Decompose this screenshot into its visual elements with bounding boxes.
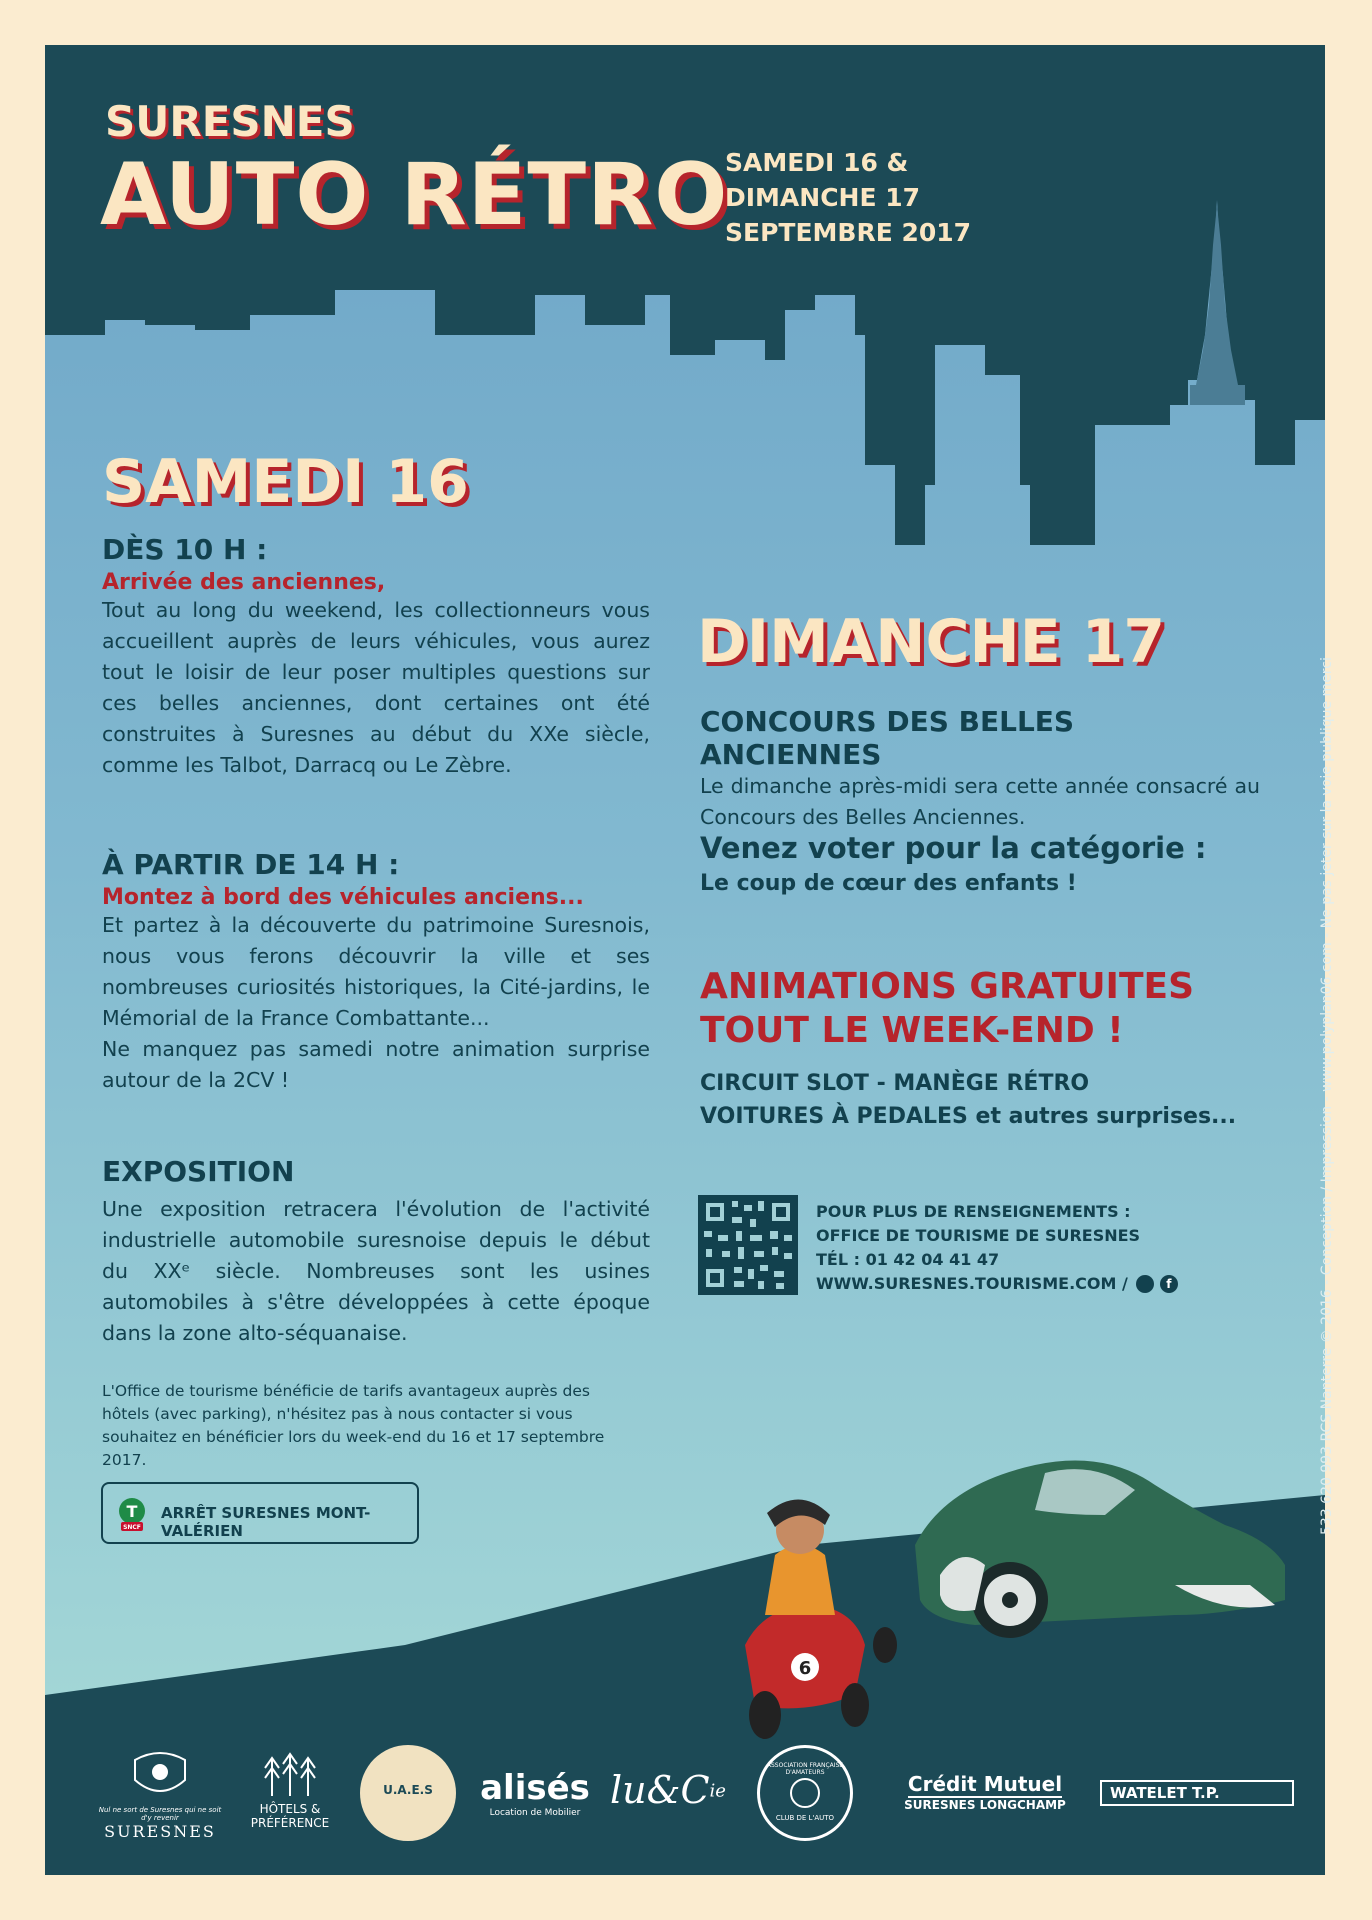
section-heading: EXPOSITION	[102, 1155, 295, 1188]
station-stop-label: ARRÊT SURESNES MONT-VALÉRIEN	[161, 1504, 371, 1540]
activities-line-2: VOITURES À PEDALES et autres surprises...	[700, 1104, 1237, 1129]
watelet-logo	[1100, 1780, 1294, 1806]
activities-line-1: CIRCUIT SLOT - MANÈGE RÉTRO	[700, 1071, 1090, 1096]
club-top-label: ASSOCIATION FRANÇAISE D'AMATEURS	[766, 1762, 844, 1776]
section-text-2: Ne manquez pas samedi notre animation surprise autour de la 2CV !	[102, 1037, 650, 1092]
hotel-note: L'Office de tourisme bénéficie de tarifs avantageux auprès des hôtels (avec parking), n'hésitez pas à nous contacter si vous souhaitez en bénéficier lors du week-end du 16 et 17 septembre 2017.	[102, 1382, 605, 1469]
section-subheading: Arrivée des anciennes,	[102, 570, 386, 595]
hotels-line-2: PRÉFÉRENCE	[250, 1816, 330, 1830]
section-heading: DÈS 10 H :	[102, 533, 268, 566]
credit-mutuel-sub: SURESNES LONGCHAMP	[904, 1798, 1066, 1812]
section-text: Une exposition retracera l'évolution de l'activité industrielle automobile suresnoise depuis le début du XXᵉ siècle. Nombreuses sont les usines automobiles à s'être développées à cette époque dans la zone alto-séquanaise.	[102, 1197, 650, 1345]
sponsor-bar	[85, 1740, 1285, 1850]
section-heading: À PARTIR DE 14 H :	[102, 848, 400, 881]
section-subheading: Montez à bord des véhicules anciens...	[102, 885, 584, 910]
activities-list	[700, 1067, 1260, 1133]
alises-sub: Location de Mobilier	[489, 1808, 581, 1818]
poster	[45, 45, 1335, 1875]
uaes-label: U.A.E.S	[383, 1783, 433, 1797]
section-text: Et partez à la découverte du patrimoine Suresnois, nous vous ferons découvrir la ville et ses nombreuses curiosités historiques, la Cité-jardins, le Mémorial de la France Combattante...	[102, 913, 650, 1030]
city-title: SURESNES	[105, 97, 355, 146]
animations-heading	[700, 965, 1260, 1053]
hotels-line-1: HÔTELS &	[259, 1802, 321, 1816]
contact-phone[interactable]: TÉL : 01 42 04 41 47	[816, 1250, 1000, 1269]
tram-icon	[117, 1496, 147, 1532]
date-line-3: SEPTEMBRE 2017	[725, 218, 972, 247]
alises-label: alisés	[480, 1768, 590, 1808]
contact-block	[816, 1200, 1178, 1296]
hotels-preference-logo	[235, 1750, 345, 1830]
club-auto-logo	[757, 1745, 853, 1841]
contact-line-1: POUR PLUS DE RENSEIGNEMENTS :	[816, 1202, 1131, 1221]
lucie-label: lu&C	[610, 1768, 710, 1812]
event-title: AUTO RÉTRO	[100, 145, 729, 245]
animations-line-1: ANIMATIONS GRATUITES	[700, 966, 1195, 1007]
date-line-2: DIMANCHE 17	[725, 183, 921, 212]
suresnes-crest-icon	[125, 1750, 195, 1802]
vintage-car-illustration	[705, 1415, 1325, 1775]
alises-logo	[475, 1768, 595, 1818]
contest-text: Le dimanche après-midi sera cette année consacré au Concours des Belles Anciennes.	[700, 774, 1260, 829]
qr-code[interactable]	[698, 1195, 798, 1295]
saturday-section-2	[102, 848, 650, 1096]
vote-section	[700, 831, 1260, 896]
tram-badge-sub: SNCF	[123, 1524, 141, 1531]
station-stop-box	[101, 1482, 419, 1544]
watelet-label: WATELET T.P.	[1110, 1784, 1220, 1802]
saturday-section-3	[102, 1155, 650, 1349]
uaes-logo	[360, 1745, 456, 1841]
club-bottom-label: CLUB DE L'AUTO	[775, 1814, 835, 1822]
car-number: 6	[798, 1658, 812, 1679]
lucie-logo	[610, 1768, 740, 1812]
animations-line-2: TOUT LE WEEK-END !	[700, 1010, 1124, 1051]
tripadvisor-icon[interactable]	[1136, 1275, 1154, 1293]
section-text: Tout au long du weekend, les collectionneurs vous accueillent auprès de leurs véhicules, vous aurez tout le loisir de leur poser multiples questions sur ces belles anciennes, dont certaines ont été construites à Suresnes au début du XXe siècle, comme les Talbot, Darracq ou Le Zèbre.	[102, 598, 650, 777]
vote-heading: Venez voter pour la catégorie :	[700, 831, 1207, 865]
contact-website[interactable]: WWW.SURESNES.TOURISME.COM /	[816, 1274, 1128, 1293]
contest-section	[700, 705, 1260, 833]
saturday-title: SAMEDI 16	[102, 447, 469, 517]
steering-wheel-icon	[790, 1778, 820, 1808]
vote-subheading: Le coup de cœur des enfants !	[700, 871, 1077, 896]
sunday-title: DIMANCHE 17	[697, 607, 1166, 677]
contest-heading: CONCOURS DES BELLES ANCIENNES	[700, 705, 1075, 771]
event-dates	[725, 145, 971, 250]
credit-mutuel-label: Crédit Mutuel	[907, 1772, 1063, 1796]
suresnes-label: SURESNES	[104, 1822, 216, 1841]
side-credit: 533 620 993 RCS Nanterre © 2016 - Conception / Impression - www.polyplan06.com - Ne pas jeter sur la voie publique merci	[1319, 657, 1335, 1535]
saturday-section-1	[102, 533, 650, 781]
trees-icon	[260, 1750, 320, 1798]
suresnes-logo	[95, 1750, 225, 1841]
facebook-icon[interactable]: f	[1160, 1275, 1178, 1293]
date-line-1: SAMEDI 16 &	[725, 148, 909, 177]
tram-badge-letter: T	[126, 1502, 138, 1521]
lucie-sup: ie	[709, 1780, 726, 1802]
credit-mutuel-logo	[885, 1772, 1085, 1812]
contact-line-2: OFFICE DE TOURISME DE SURESNES	[816, 1226, 1141, 1245]
suresnes-motto: Nul ne sort de Suresnes qui ne soit d'y revenir	[98, 1806, 222, 1822]
